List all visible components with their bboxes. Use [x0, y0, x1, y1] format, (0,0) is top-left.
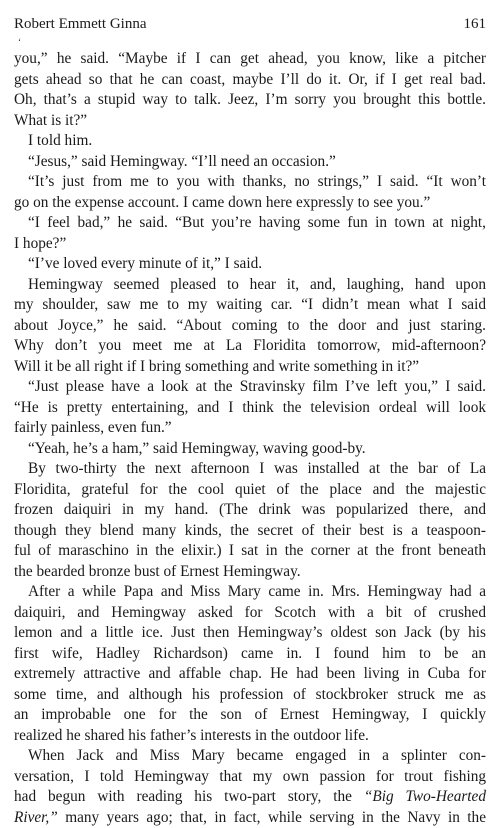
line-text: frozen daiquiri in my hand. (The drink was popularized there, and: [14, 501, 486, 518]
line-text: Why don’t you meet me at La Floridita tomorrow, mid-afternoon?: [14, 337, 486, 354]
text-line: [14, 316, 486, 337]
text-line: [14, 500, 486, 521]
line-text: though they blend many kinds, the secret of their best is a teaspoon-: [14, 522, 486, 539]
text-line: [14, 787, 486, 808]
text-line: [14, 377, 486, 398]
text-line: [14, 70, 486, 91]
text-line: [14, 480, 486, 501]
body-text: [14, 49, 486, 828]
line-text: Floridita, grateful for the cool quiet of the place and the majestic: [14, 481, 486, 498]
line-text: “It’s just from me to you with thanks, no strings,” I said. “It won’t: [28, 173, 486, 190]
text-line: [14, 603, 486, 624]
line-text: After a while Papa and Miss Mary came in. Mrs. Hemingway had a: [28, 583, 486, 600]
text-line: [14, 746, 486, 767]
line-text: realized he shared his father’s interests in the outdoor life.: [14, 727, 369, 744]
text-line: [14, 582, 486, 603]
text-line: [14, 131, 486, 152]
line-text: you,” he said. “Maybe if I can get ahead, you know, like a pitcher: [14, 50, 486, 67]
page-number: 161: [464, 14, 487, 34]
line-text: I told him.: [28, 132, 92, 149]
text-line: [14, 254, 486, 275]
print-speck-mark: ‘: [18, 38, 21, 47]
text-line: [14, 111, 486, 132]
text-line: [14, 398, 486, 419]
line-text: first wife, Hadley Richardson) came in. I found him to be an: [14, 645, 486, 662]
text-line: [14, 644, 486, 665]
line-text: daiquiri, and Hemingway asked for Scotch with a bit of crushed: [14, 604, 486, 621]
text-line: [14, 541, 486, 562]
text-line: [14, 808, 486, 828]
text-line: [14, 705, 486, 726]
line-text: “Just please have a look at the Stravinsky film I’ve left you,” I said.: [28, 378, 486, 395]
line-text: “Jesus,” said Hemingway. “I’ll need an occasion.”: [28, 153, 336, 170]
text-line: [14, 459, 486, 480]
story-title-italic: “Big Two-Hearted: [364, 788, 486, 805]
text-line: [14, 664, 486, 685]
text-line: [14, 172, 486, 193]
text-line: [14, 439, 486, 460]
running-head: [14, 14, 486, 34]
line-text: some time, and although his profession of stockbroker struck me as: [14, 686, 486, 703]
line-text: had begun with reading his two-part story, the: [14, 788, 352, 805]
running-title: Robert Emmett Ginna: [14, 14, 146, 34]
line-text: versation, I told Hemingway that my own passion for trout fishing: [14, 768, 486, 785]
line-text: go on the expense account. I came down here expressly to see you.”: [14, 194, 430, 211]
line-text: the bearded bronze bust of Ernest Hemingway.: [14, 563, 301, 580]
line-text: extremely attractive and affable chap. He had been living in Cuba for: [14, 665, 486, 682]
text-line: [14, 685, 486, 706]
line-text: “He is pretty entertaining, and I think the television ordeal will look: [14, 399, 486, 416]
line-text: gets ahead so that he can coast, maybe I’ll do it. Or, if I get real bad.: [14, 71, 486, 88]
line-text: ful of maraschino in the elixir.) I sat in the corner at the front beneath: [14, 542, 486, 559]
text-line: [14, 357, 486, 378]
line-text: an improbable one for the son of Ernest Hemingway, I quickly: [14, 706, 486, 723]
text-line: [14, 295, 486, 316]
text-line: [14, 726, 486, 747]
line-text: “I’ve loved every minute of it,” I said.: [28, 255, 262, 272]
line-text: What is it?”: [14, 112, 87, 129]
story-title-italic: River,”: [14, 809, 58, 826]
text-line: [14, 90, 486, 111]
text-line: [14, 521, 486, 542]
text-line: [14, 213, 486, 234]
text-line: [14, 234, 486, 255]
line-text: I hope?”: [14, 235, 66, 252]
line-text: Oh, that’s a stupid way to talk. Jeez, I’m sorry you brought this bottle.: [14, 91, 486, 108]
line-text: fairly painless, even fun.”: [14, 419, 172, 436]
line-text: Will it be all right if I bring something and write something in it?”: [14, 358, 419, 375]
text-line: [14, 767, 486, 788]
text-line: [14, 193, 486, 214]
line-text: Hemingway seemed pleased to hear it, and, laughing, hand upon: [28, 276, 486, 293]
text-line: [14, 623, 486, 644]
line-text: “I feel bad,” he said. “But you’re having some fun in town at night,: [28, 214, 486, 231]
line-text: By two-thirty the next afternoon I was installed at the bar of La: [28, 460, 486, 477]
text-line: [14, 418, 486, 439]
line-text: lemon and a little ice. Just then Hemingway’s oldest son Jack (by his: [14, 624, 486, 641]
text-line: [14, 562, 486, 583]
line-text-tail: many years ago; that, in fact, while serving in the Navy in the: [58, 809, 486, 826]
line-text: “Yeah, he’s a ham,” said Hemingway, waving good-by.: [28, 440, 366, 457]
text-line: [14, 152, 486, 173]
text-line: [14, 275, 486, 296]
text-line: [14, 336, 486, 357]
text-line: [14, 49, 486, 70]
line-text: When Jack and Miss Mary became engaged in a splinter con-: [28, 747, 486, 764]
line-text: my shoulder, saw me to my waiting car. “I didn’t mean what I said: [14, 296, 486, 313]
line-text: about Joyce,” he said. “About coming to the door and just staring.: [14, 317, 486, 334]
